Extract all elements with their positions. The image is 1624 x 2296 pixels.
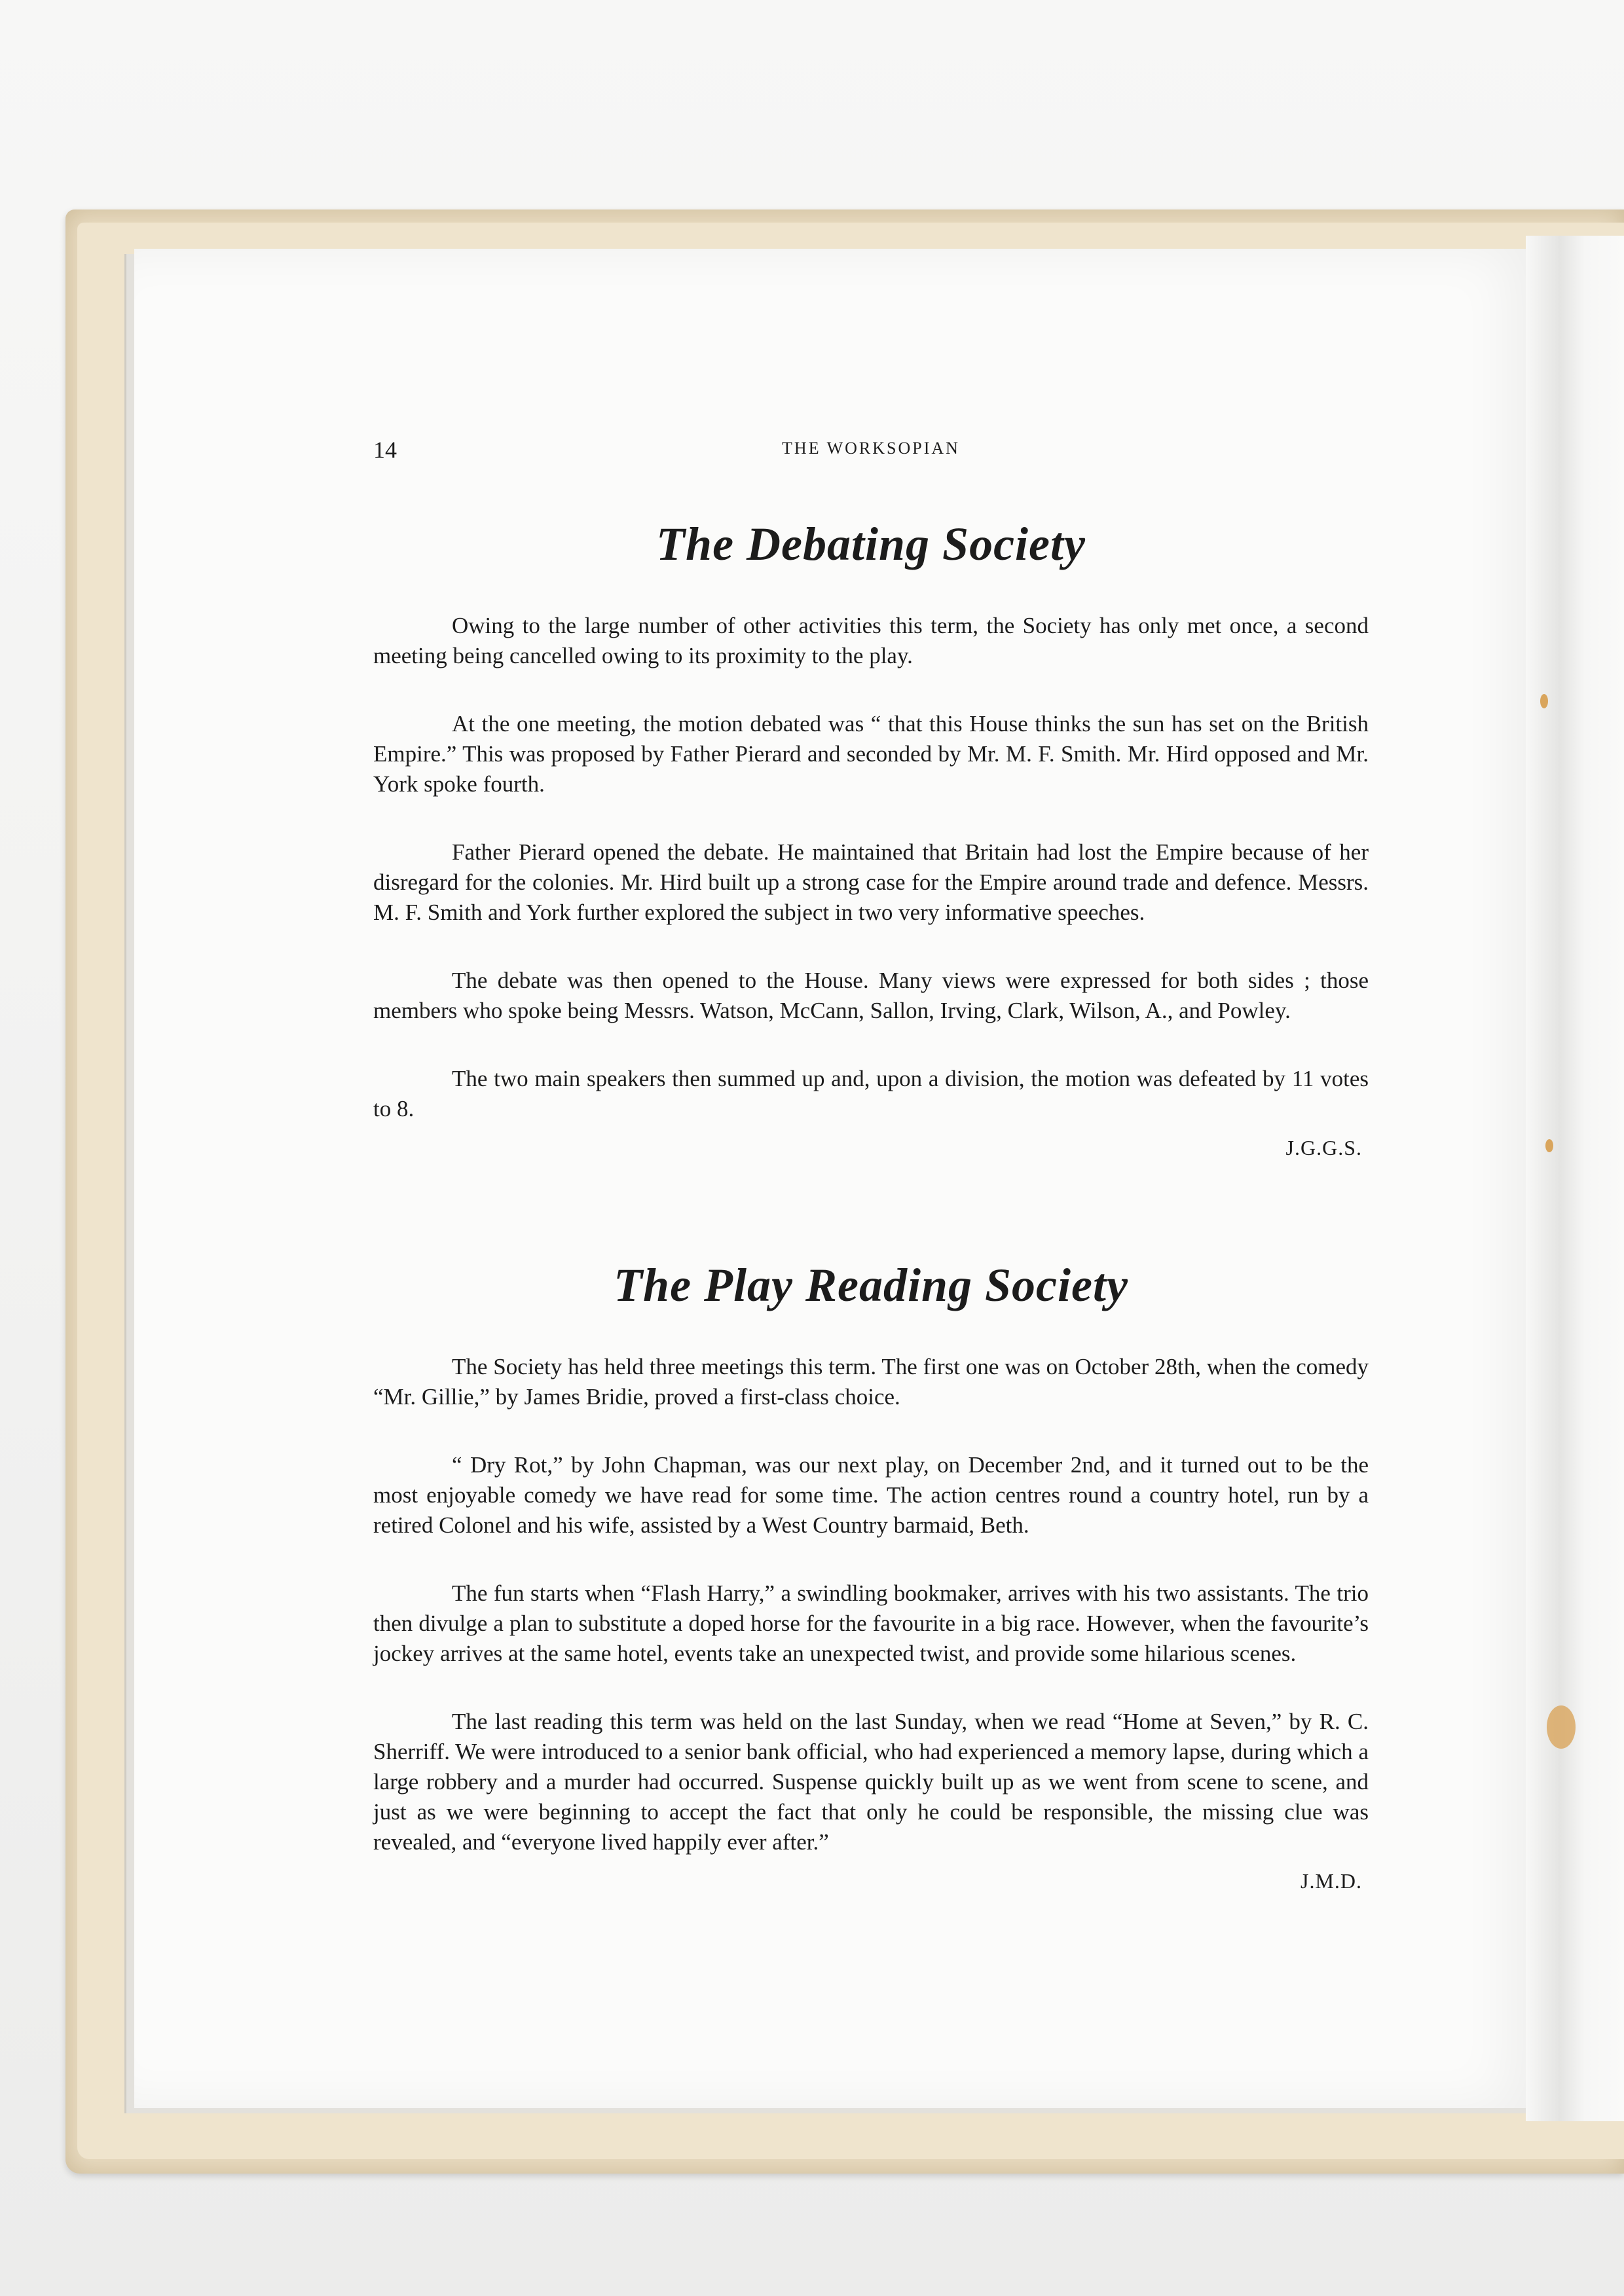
author-signature: J.M.D.: [1300, 1869, 1362, 1893]
stain-mark: [1547, 1705, 1576, 1749]
page-gutter: [1526, 236, 1624, 2121]
article-paragraph: The Society has held three meetings this term. The first one was on October 28th, when the comedy “Mr. Gillie,” by James Bridie, proved a first-class choice.: [373, 1354, 1369, 1410]
debating-society-title: The Debating Society: [656, 518, 1086, 570]
author-signature: J.G.G.S.: [1285, 1136, 1362, 1159]
stain-mark: [1540, 694, 1548, 708]
article-paragraph: The two main speakers then summed up and, upon a division, the motion was defeated by 11 votes to 8.: [373, 1066, 1369, 1121]
article-paragraph: The fun starts when “Flash Harry,” a swindling bookmaker, arrives with his two assistants. The trio then divulge a plan to substitute a doped horse for the favourite in a big race. However, when the favourite’s jockey arrives at the same hotel, events take an unexpected twist, and provide some hilarious scenes.: [373, 1580, 1369, 1666]
play-reading-society-article: [373, 1258, 1369, 1893]
journal-title: THE WORKSOPIAN: [782, 439, 960, 458]
running-head: [373, 432, 1369, 471]
article-paragraph: The last reading this term was held on the last Sunday, when we read “Home at Seven,” by R. C. Sherriff. We were introduced to a senior bank official, who had experienced a memory lapse, during which a large robbery and a murder had occurred. Suspense quickly built up as we went from scene to scene, and just as we were beginning to accept the fact that only he could be responsible, the missing clue was revealed, and “everyone lived happily ever after.”: [373, 1709, 1369, 1855]
article-paragraph: Owing to the large number of other activities this term, the Society has only met once, a second meeting being cancelled owing to its proximity to the play.: [373, 613, 1369, 668]
page-content: [373, 432, 1369, 1906]
article-paragraph: At the one meeting, the motion debated was “ that this House thinks the sun has set on the British Empire.” This was proposed by Father Pierard and seconded by Mr. M. F. Smith. Mr. Hird opposed and Mr. York spoke fourth.: [373, 711, 1369, 797]
article-paragraph: The debate was then opened to the House. Many views were expressed for both sides ; those members who spoke being Messrs. Watson, McCann, Sallon, Irving, Clark, Wilson, A., and Powley.: [373, 968, 1369, 1023]
debating-society-article: [373, 517, 1369, 1160]
article-paragraph: Father Pierard opened the debate. He maintained that Britain had lost the Empire because of her disregard for the colonies. Mr. Hird built up a strong case for the Empire around trade and defence. Messrs. M. F. Smith and York further explored the subject in two very informative speeches.: [373, 839, 1369, 925]
page-number: 14: [373, 437, 397, 463]
play-reading-society-title: The Play Reading Society: [614, 1259, 1128, 1311]
stain-mark: [1545, 1139, 1553, 1152]
article-paragraph: “ Dry Rot,” by John Chapman, was our next play, on December 2nd, and it turned out to be the most enjoyable comedy we have read for some time. The action centres round a country hotel, run by a retired Colonel and his wife, assisted by a West Country barmaid, Beth.: [373, 1452, 1369, 1538]
